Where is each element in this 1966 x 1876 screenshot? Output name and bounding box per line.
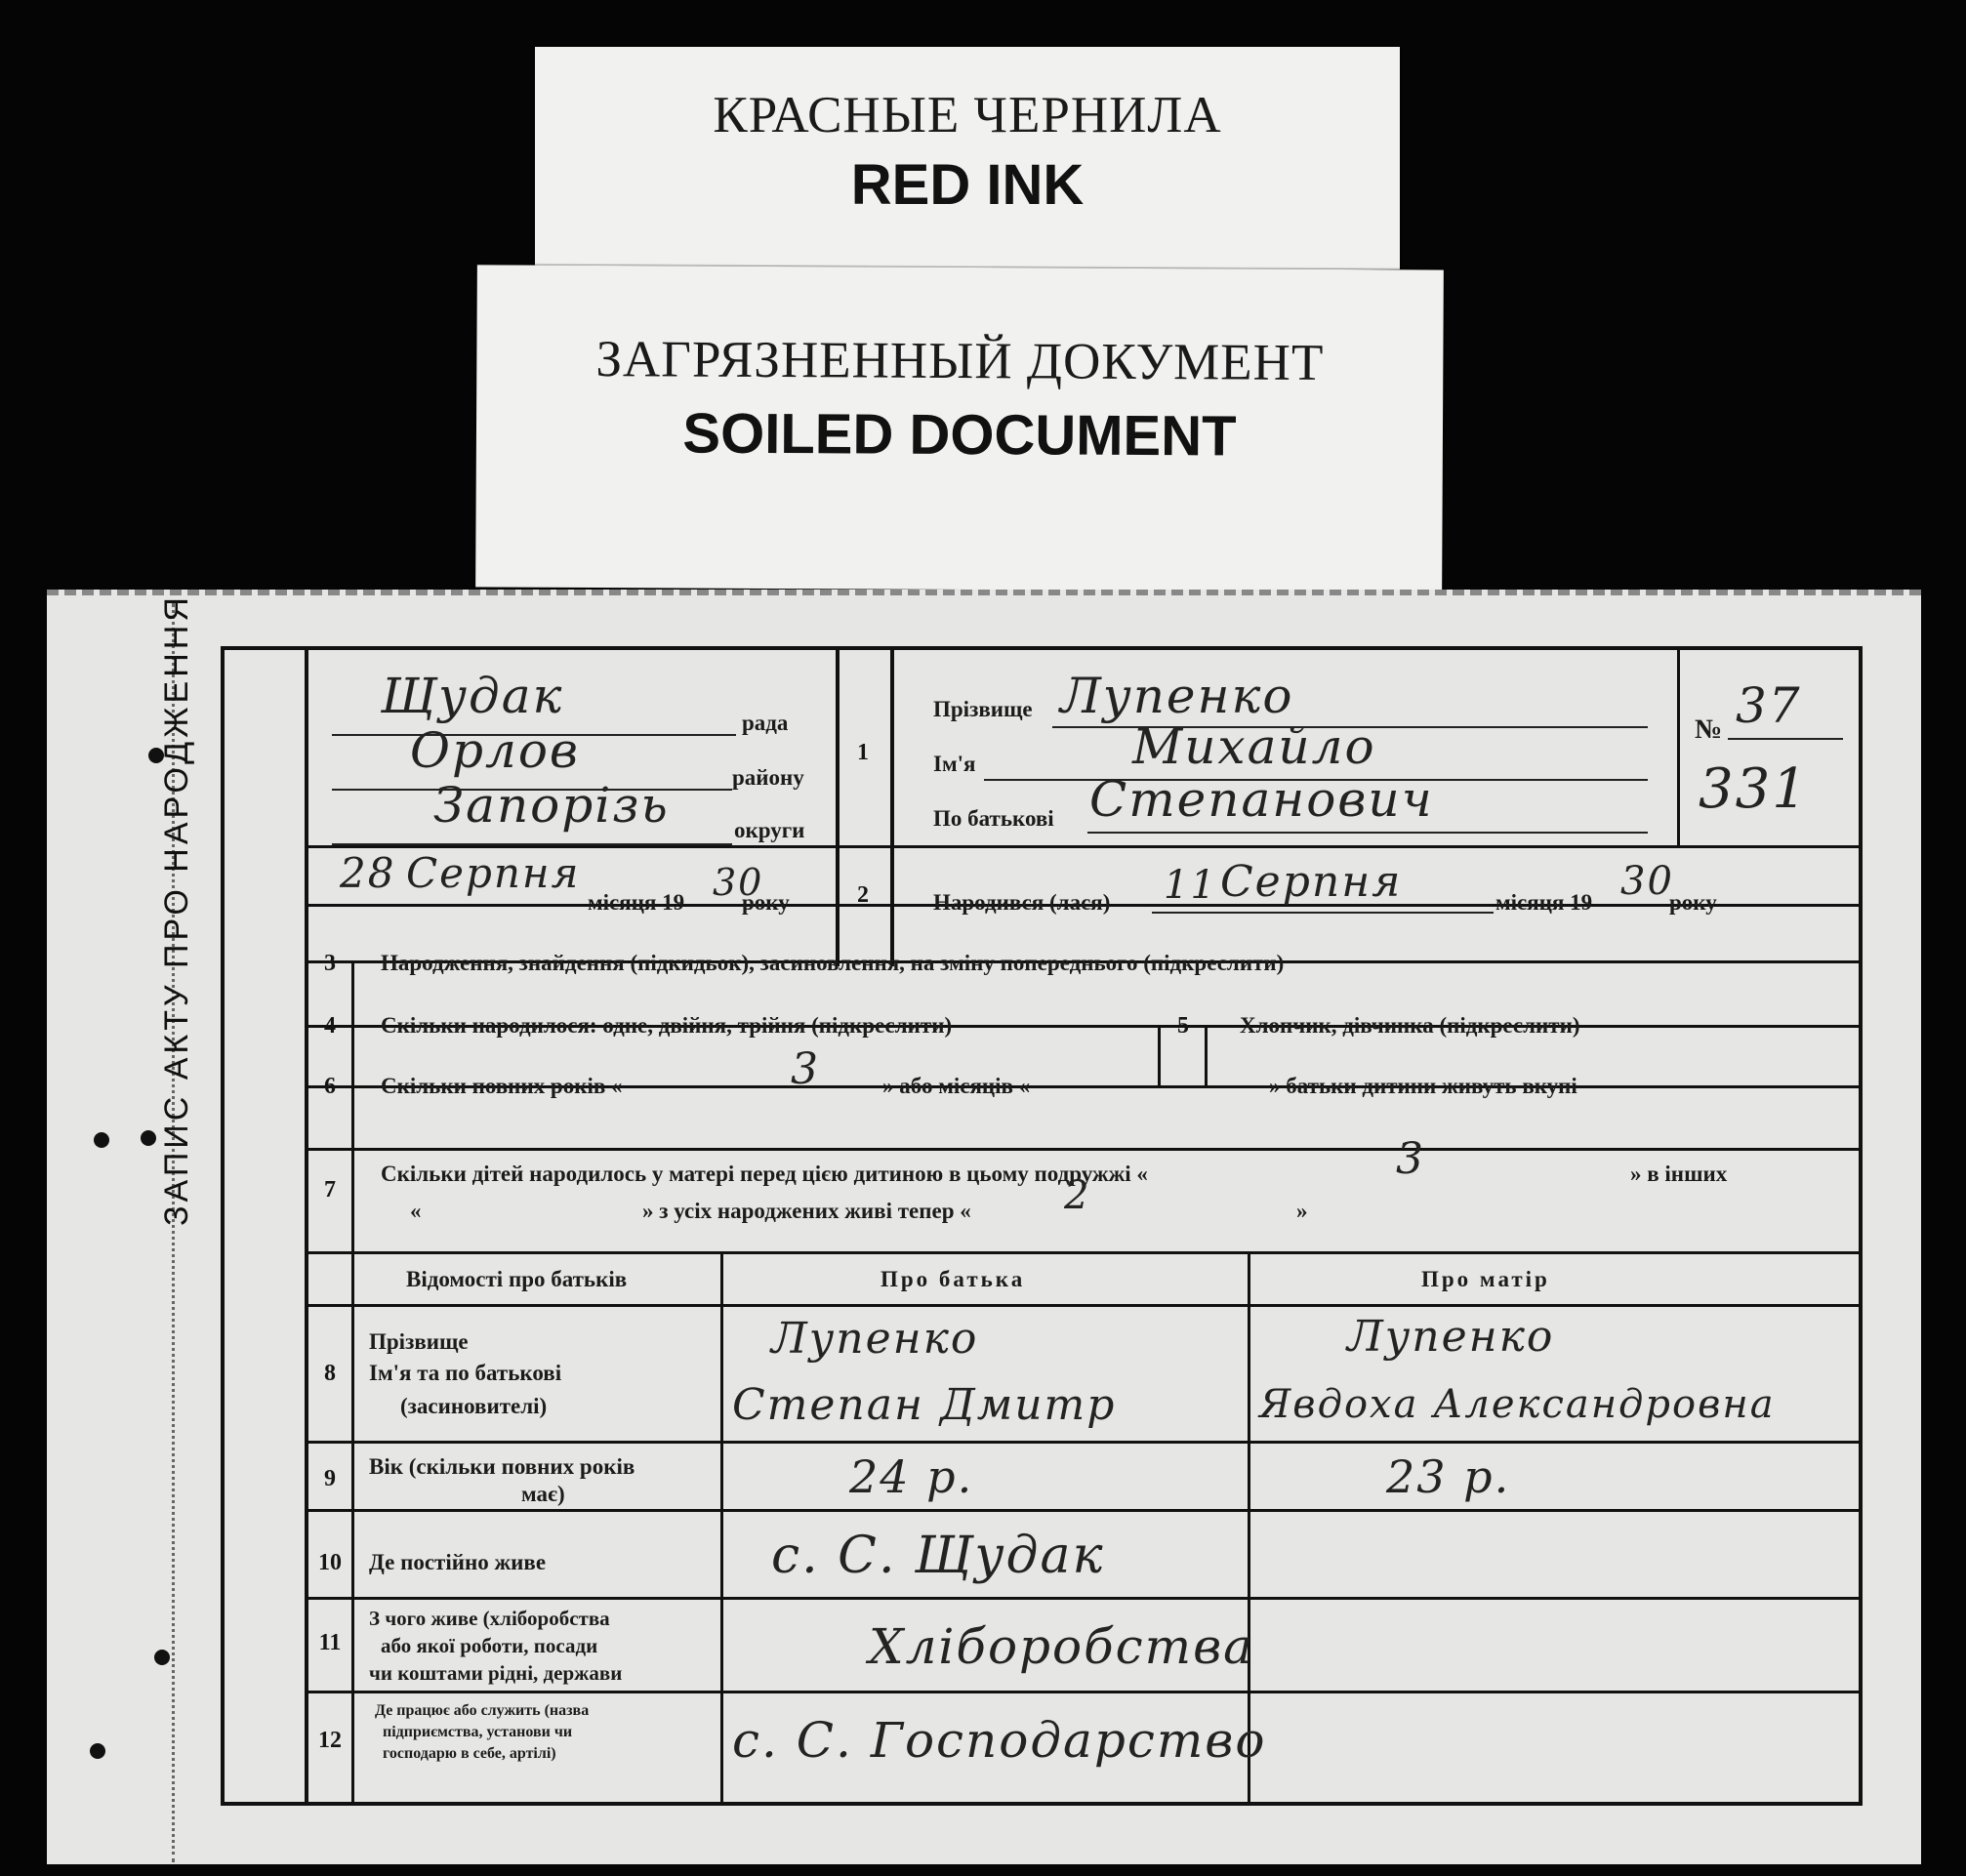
row8-label-b: Ім'я та по батькові — [369, 1361, 562, 1385]
birth-year: 30 — [1620, 859, 1674, 904]
birth-month-year-label: місяця 19 — [1495, 890, 1593, 915]
row4-text: Скільки народилося: одне, двійня, трійня (підкреслити) — [381, 1013, 953, 1038]
row-number: 11 — [318, 1630, 342, 1655]
row6-text-c: » батьки дитини живуть вкупі — [1269, 1074, 1577, 1098]
record-number-label: № — [1695, 714, 1723, 745]
rada-label: рада — [742, 711, 789, 735]
father-age: 24 р. — [849, 1450, 974, 1503]
year-label: року — [742, 890, 790, 915]
row-number: 10 — [318, 1550, 342, 1575]
parents-header-info: Відомості про батьків — [406, 1267, 628, 1291]
row-number: 5 — [1177, 1013, 1189, 1039]
row-number: 3 — [324, 951, 336, 976]
row-number: 1 — [857, 740, 869, 765]
row6-text-a: Скільки повних років « — [381, 1074, 623, 1098]
row6-value: 3 — [791, 1044, 820, 1094]
soiled-label-en: SOILED DOCUMENT — [682, 401, 1237, 469]
row6-text-b: » або місяців « — [882, 1074, 1031, 1098]
row12-label-a: Де працює або служить (назва — [375, 1702, 590, 1719]
row12-label-c: господарю в себе, артілі) — [383, 1745, 556, 1762]
row11-label-c: чи коштами рідні, держави — [369, 1661, 623, 1685]
red-ink-label — [535, 47, 1400, 269]
row10-label: Де постійно живе — [369, 1550, 547, 1574]
row11-label-a: З чого живе (хліборобства — [369, 1607, 610, 1630]
row-number: 8 — [324, 1361, 336, 1386]
month-year-label: місяця 19 — [588, 890, 685, 915]
row7-value-a: 3 — [1396, 1134, 1425, 1184]
row9-label-a: Вік (скільки повних років — [369, 1454, 635, 1479]
row-number: 7 — [324, 1177, 336, 1203]
row7-text-d: » з усіх народжених живі тепер « — [642, 1199, 971, 1223]
parents-header-mother: Про матір — [1421, 1267, 1550, 1291]
row7-text-b: » в інших — [1630, 1162, 1728, 1186]
row-number: 2 — [857, 882, 869, 908]
okruga-label: округи — [734, 818, 805, 842]
soiled-document-label — [475, 265, 1444, 591]
workplace-value: с. С. Господарство — [732, 1712, 1267, 1769]
side-title: ЗАПИС АКТУ ПРО НАРОДЖЕННЯ — [158, 593, 195, 1226]
registration-year: 30 — [713, 861, 764, 904]
row5-text: Хлопчик, дівчинка (підкреслити) — [1240, 1013, 1580, 1038]
registration-month: Серпня — [406, 849, 581, 897]
row-number: 12 — [318, 1728, 342, 1753]
registration-day: 28 — [340, 849, 396, 897]
row7-value-b: 2 — [1064, 1173, 1091, 1218]
rayon-value: Орлов — [410, 722, 581, 779]
rada-value: Щудак — [381, 668, 564, 724]
record-number-value: 37 — [1736, 677, 1802, 734]
parents-header-father: Про батька — [881, 1267, 1026, 1291]
row11-label-b: або якої роботи, посади — [381, 1634, 598, 1657]
birth-record-form — [158, 593, 1863, 1806]
punch-hole — [141, 1130, 156, 1146]
red-ink-label-ru: КРАСНЫЕ ЧЕРНИЛА — [713, 87, 1222, 143]
surname-value: Лупенко — [1060, 668, 1294, 724]
okruga-value: Запорізь — [433, 777, 670, 834]
name-value: Михайло — [1132, 718, 1376, 775]
patronymic-label: По батькові — [933, 806, 1054, 831]
rayon-label: району — [732, 765, 804, 790]
surname-label: Прізвище — [933, 697, 1033, 721]
row9-label-b: має) — [521, 1482, 565, 1506]
residence-value: с. С. Щудак — [771, 1527, 1105, 1585]
born-label: Народився (лася) — [933, 890, 1111, 915]
row7-text-a: Скільки дітей народилось у матері перед цією дитиною в цьому подружжі « — [381, 1162, 1148, 1186]
father-surname: Лупенко — [771, 1314, 979, 1364]
occupation-value: Хліборобства — [869, 1618, 1254, 1675]
father-name: Степан Дмитр — [732, 1380, 1117, 1430]
soiled-label-ru: ЗАГРЯЗНЕННЫЙ ДОКУМЕНТ — [595, 331, 1325, 391]
mother-age: 23 р. — [1386, 1450, 1511, 1503]
punch-hole — [94, 1132, 109, 1148]
mother-name: Явдоха Александровна — [1259, 1382, 1776, 1427]
row-number: 9 — [324, 1466, 336, 1491]
birth-month: Серпня — [1220, 857, 1403, 907]
row8-label-c: (засиновителі) — [400, 1394, 548, 1418]
record-number-extra: 331 — [1699, 757, 1809, 821]
row-number: 6 — [324, 1074, 336, 1099]
row-number: 4 — [324, 1013, 336, 1039]
red-ink-label-en: RED INK — [850, 153, 1085, 217]
row3-text: Народження, знайдення (підкидьок), засиновлення, на зміну попереднього (підкреслити) — [381, 951, 1285, 975]
row8-label-a: Прізвище — [369, 1329, 469, 1354]
punch-hole — [90, 1743, 105, 1759]
name-label: Ім'я — [933, 752, 976, 776]
birth-year-label: року — [1669, 890, 1717, 915]
punch-hole — [154, 1650, 170, 1665]
mother-surname: Лупенко — [1347, 1312, 1555, 1362]
patronymic-value: Степанович — [1089, 771, 1434, 828]
row7-text-c: « — [410, 1199, 422, 1223]
birth-day: 11 — [1164, 863, 1217, 908]
row7-text-e: » — [1296, 1199, 1308, 1223]
row12-label-b: підприємства, установи чи — [383, 1724, 573, 1740]
